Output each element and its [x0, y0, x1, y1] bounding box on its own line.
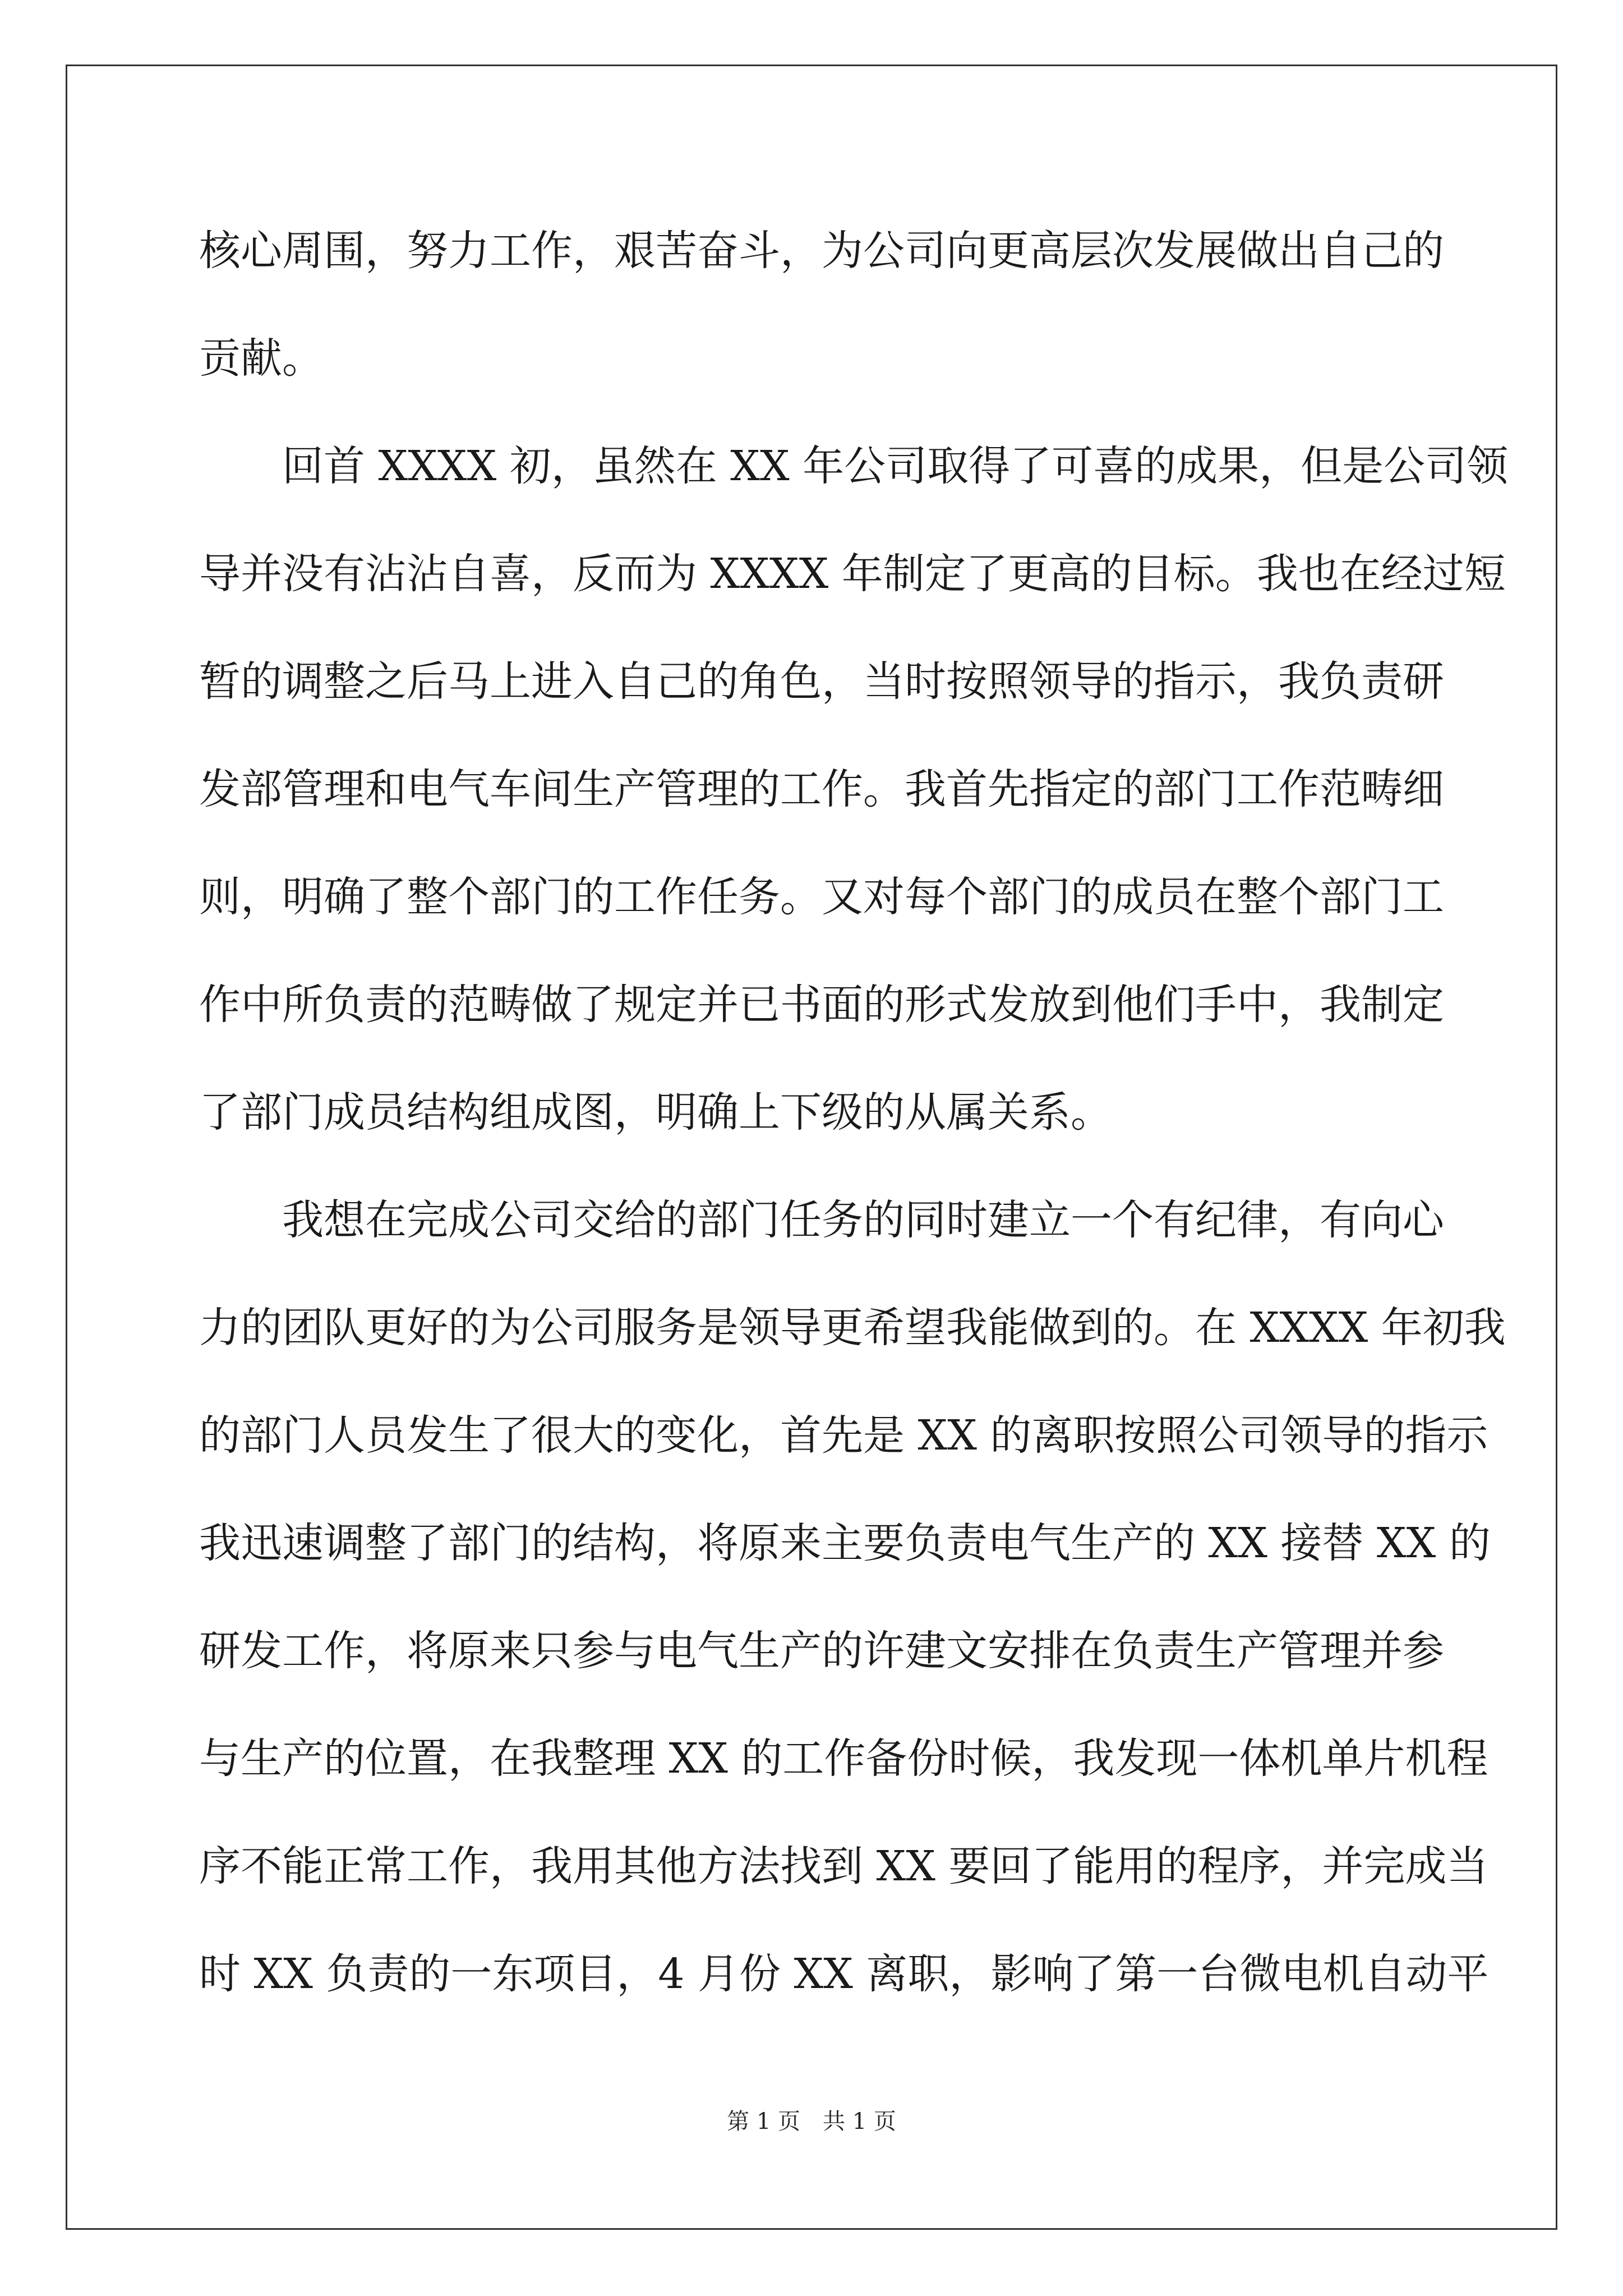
text-line: 研发工作，将原来只参与电气生产的许建文安排在负责生产管理并参: [199, 1627, 1444, 1675]
document-body: [199, 213, 1509, 2044]
text-line: 我迅速调整了部门的结构，将原来主要负责电气生产的 XX 接替 XX 的: [199, 1519, 1491, 1567]
text-line: 核心周围，努力工作，艰苦奋斗，为公司向更高层次发展做出自己的: [199, 227, 1444, 275]
text-line: 回首 XXXX 初，虽然在 XX 年公司取得了可喜的成果，但是公司领: [199, 442, 1509, 490]
text-line: 与生产的位置，在我整理 XX 的工作备份时候，我发现一体机单片机程: [199, 1734, 1488, 1783]
text-line: 序不能正常工作，我用其他方法找到 XX 要回了能用的程序，并完成当: [199, 1842, 1488, 1890]
text-line: 我想在完成公司交给的部门任务的同时建立一个有纪律，有向心: [199, 1196, 1444, 1244]
text-line: 则，明确了整个部门的工作任务。又对每个部门的成员在整个部门工: [199, 873, 1444, 921]
text-line: 的部门人员发生了很大的变化，首先是 XX 的离职按照公司领导的指示: [199, 1411, 1488, 1460]
text-line: 作中所负责的范畴做了规定并已书面的形式发放到他们手中，我制定: [199, 981, 1444, 1029]
text-line: 发部管理和电气车间生产管理的工作。我首先指定的部门工作范畴细: [199, 765, 1444, 813]
page-footer: 第 1 页 共 1 页: [727, 2109, 896, 2134]
text-line: 了部门成员结构组成图，明确上下级的从属关系。: [199, 1088, 1112, 1137]
text-line: 贡献。: [199, 334, 324, 383]
text-line: 导并没有沾沾自喜，反而为 XXXX 年制定了更高的目标。我也在经过短: [199, 550, 1506, 598]
text-line: 力的团队更好的为公司服务是领导更希望我能做到的。在 XXXX 年初我: [199, 1304, 1506, 1352]
text-line: 时 XX 负责的一东项目，4 月份 XX 离职，影响了第一台微电机自动平: [199, 1950, 1489, 1998]
text-line: 暂的调整之后马上进入自己的角色，当时按照领导的指示，我负责研: [199, 657, 1444, 706]
